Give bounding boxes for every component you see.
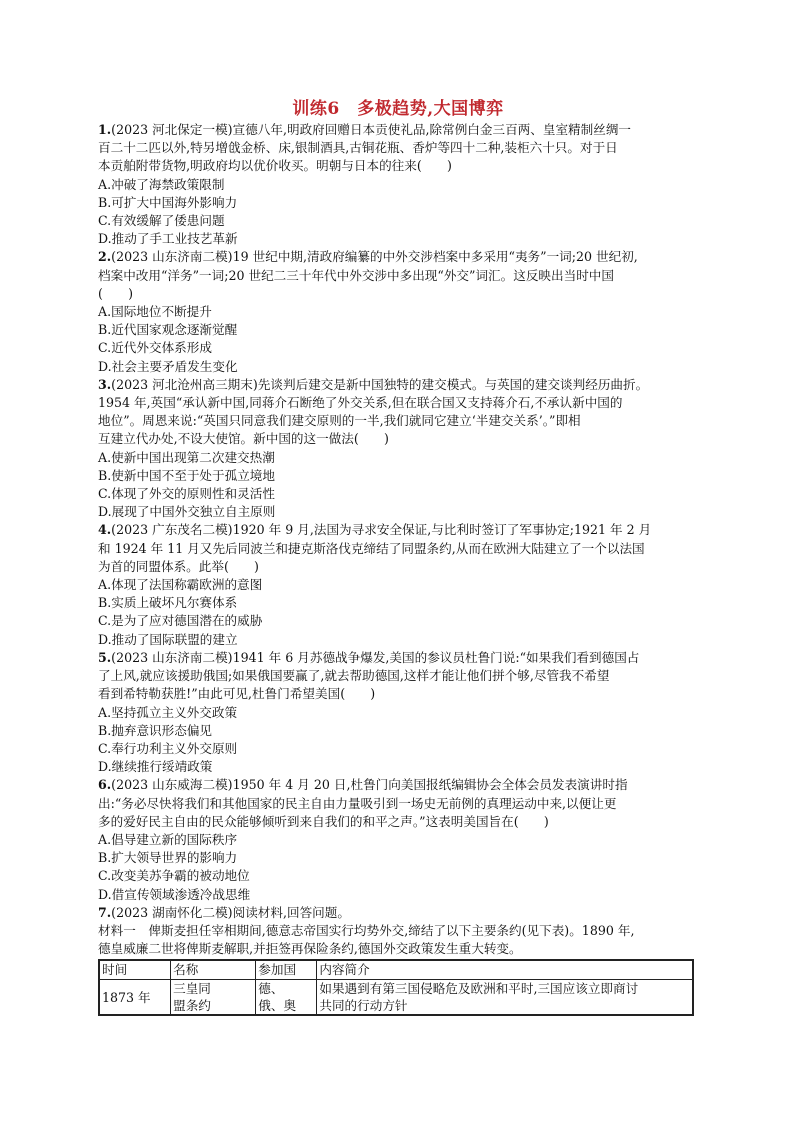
answer-option: B.近代国家观念逐渐觉醒 <box>98 322 238 338</box>
question-stem-first-line <box>98 904 698 922</box>
answer-option: C.体现了外交的原则性和灵活性 <box>98 486 275 502</box>
answer-option: B.实质上破坏凡尔赛体系 <box>98 595 238 611</box>
question-text: 为首的同盟体系。此举( ) <box>98 558 259 574</box>
table-header-cell: 名称 <box>171 960 256 980</box>
question-text: 本贡舶附带货物,明政府均以优价收买。明朝与日本的往来( ) <box>98 158 452 174</box>
question-block <box>98 776 698 903</box>
question-text: 和 1924 年 11 月又先后同波兰和捷克斯洛伐克缔结了同盟条约,从而在欧洲大陆建立了一个以法国 <box>98 540 645 556</box>
question-block <box>98 248 698 375</box>
question-number: 1. <box>98 122 112 137</box>
answer-option: C.是为了应对德国潜在的威胁 <box>98 613 263 629</box>
question-stem-line <box>98 139 698 157</box>
question-stem-line <box>98 813 698 831</box>
question-text: (2023 山东济南二模)19 世纪中期,清政府编纂的中外交涉档案中多采用“夷务”一词;20 世纪初, <box>111 249 638 265</box>
question-stem-line <box>98 285 698 303</box>
table-cell-time: 1873 年 <box>99 980 171 1016</box>
cell-line: 盟条约 <box>173 998 211 1014</box>
question-number: 3. <box>98 376 112 392</box>
question-stem-line <box>98 430 698 448</box>
question-stem-line <box>98 795 698 813</box>
answer-option: D.推动了国际联盟的建立 <box>98 631 238 647</box>
cell-line: 如果遇到有第三国侵略危及欧洲和平时,三国应该立即商讨 <box>319 981 639 997</box>
question-number: 6. <box>98 777 112 793</box>
question-text: (2023 河北沧州高三期末)先谈判后建交是新中国独特的建交模式。与英国的建交谈判经历曲折。 <box>111 376 649 392</box>
answer-option: A.体现了法国称霸欧洲的意图 <box>98 577 263 593</box>
table-cell-countries <box>256 980 317 1016</box>
question-stem-line <box>98 685 698 703</box>
cell-line: 共同的行动方针 <box>319 998 408 1014</box>
question-stem-first-line <box>98 376 698 394</box>
answer-option: C.改变美苏争霸的被动地位 <box>98 868 250 884</box>
table-cell-content <box>317 980 693 1016</box>
table-header-cell: 参加国 <box>256 960 317 980</box>
cell-line: 德、 <box>258 981 284 997</box>
question-stem-line <box>98 267 698 285</box>
question-text: 地位”。周恩来说:“英国只同意我们建交原则的一半,我们就同它建立‘半建交关系’。”即相 <box>98 413 581 429</box>
answer-option: D.借宣传领域渗透冷战思维 <box>98 886 251 902</box>
question-text: 材料一 俾斯麦担任宰相期间,德意志帝国实行均势外交,缔结了以下主要条约(见下表)。1890 年, <box>98 922 635 938</box>
question-stem-first-line <box>98 521 698 539</box>
question-text: 档案中改用“洋务”一词;20 世纪二三十年代中外交涉中多出现“外交”词汇。这反映出当时中国 <box>98 267 614 283</box>
question-text: 百二十二匹以外,特另增戗金桥、床,银制酒具,古铜花瓶、香炉等四十二种,装柜六十只。对于日 <box>98 140 618 156</box>
question-stem-first-line <box>98 121 698 139</box>
question-block <box>98 649 698 776</box>
question-stem-line <box>98 394 698 412</box>
answer-option: C.奉行功利主义外交原则 <box>98 740 238 756</box>
question-stem-line <box>98 667 698 685</box>
question-list <box>98 121 698 958</box>
question-text: 互建立代办处,不设大使馆。新中国的这一做法( ) <box>98 431 389 447</box>
question-text: ( ) <box>98 285 134 301</box>
table-header-cell: 内容简介 <box>317 960 693 980</box>
question-text: 德皇威廉二世将俾斯麦解职,并拒签再保险条约,德国外交政策发生重大转变。 <box>98 941 522 957</box>
answer-option: D.继续推行绥靖政策 <box>98 759 213 775</box>
question-stem-first-line <box>98 776 698 794</box>
question-block <box>98 121 698 248</box>
answer-option: B.使新中国不至于处于孤立境地 <box>98 467 275 483</box>
question-stem-line <box>98 940 698 958</box>
question-number: 7. <box>98 904 112 920</box>
cell-line: 三皇同 <box>173 981 211 997</box>
question-number: 4. <box>98 522 112 538</box>
answer-option: D.推动了手工业技艺革新 <box>98 231 238 247</box>
question-text: (2023 山东威海二模)1950 年 4 月 20 日,杜鲁门向美国报纸编辑协会全体会员发表演讲时指 <box>111 777 628 793</box>
question-block <box>98 376 698 522</box>
table-header-cell: 时间 <box>99 960 171 980</box>
question-text: 了上风,就应该援助俄国;如果俄国要赢了,就去帮助德国,这样才能让他们拼个够,尽管我不希望 <box>98 668 610 684</box>
question-text: (2023 广东茂名二模)1920 年 9 月,法国为寻求安全保证,与比利时签订了军事协定;1921 年 2 月 <box>111 522 652 538</box>
answer-option: A.冲破了海禁政策限制 <box>98 176 225 192</box>
answer-option: B.抛弃意识形态偏见 <box>98 722 213 738</box>
answer-option: A.国际地位不断提升 <box>98 304 212 320</box>
answer-option: D.展现了中国外交独立自主原则 <box>98 504 276 520</box>
question-text: (2023 河北保定一模)宣德八年,明政府回赠日本贡使礼品,除常例白金三百两、皇室精制丝绸一 <box>111 122 632 137</box>
document-page <box>98 98 698 1016</box>
question-stem-line <box>98 558 698 576</box>
answer-option: C.有效缓解了倭患问题 <box>98 213 225 229</box>
table-cell-name <box>171 980 256 1016</box>
question-stem-line <box>98 922 698 940</box>
answer-option: A.坚持孤立主义外交政策 <box>98 704 238 720</box>
table-header-row <box>99 960 693 980</box>
question-stem-line <box>98 157 698 175</box>
question-stem-first-line <box>98 248 698 266</box>
question-block <box>98 521 698 648</box>
answer-option: D.社会主要矛盾发生变化 <box>98 358 238 374</box>
question-text: 多的爱好民主自由的民众能够倾听到来自我们的和平之声。”这表明美国旨在( ) <box>98 813 549 829</box>
page-title: 训练6 多极趋势,大国博弈 <box>292 99 504 119</box>
treaty-table <box>98 959 694 1016</box>
question-text: 出:“务必尽快将我们和其他国家的民主自由力量吸引到一场史无前例的真理运动中来,以便让更 <box>98 795 617 811</box>
question-stem-first-line <box>98 649 698 667</box>
question-stem-line <box>98 540 698 558</box>
question-block <box>98 904 698 959</box>
question-number: 2. <box>98 249 112 265</box>
question-text: (2023 山东济南二模)1941 年 6 月苏德战争爆发,美国的参议员杜鲁门说:“如果我们看到德国占 <box>111 649 640 665</box>
question-text: 看到希特勒获胜!”由此可见,杜鲁门希望美国( ) <box>98 686 376 702</box>
answer-option: B.扩大领导世界的影响力 <box>98 850 238 866</box>
question-number: 5. <box>98 649 112 665</box>
question-text: 1954 年,英国“承认新中国,同蒋介石断绝了外交关系,但在联合国又支持蒋介石,不承认新中国的 <box>98 395 623 411</box>
cell-line: 俄、奥 <box>258 998 297 1014</box>
answer-option: B.可扩大中国海外影响力 <box>98 194 238 210</box>
answer-option: A.倡导建立新的国际秩序 <box>98 831 238 847</box>
answer-option: C.近代外交体系形成 <box>98 340 212 356</box>
question-stem-line <box>98 412 698 430</box>
table-row <box>99 980 693 1016</box>
answer-option: A.使新中国出现第二次建交热潮 <box>98 449 275 465</box>
question-text: (2023 湖南怀化二模)阅读材料,回答问题。 <box>111 904 350 920</box>
